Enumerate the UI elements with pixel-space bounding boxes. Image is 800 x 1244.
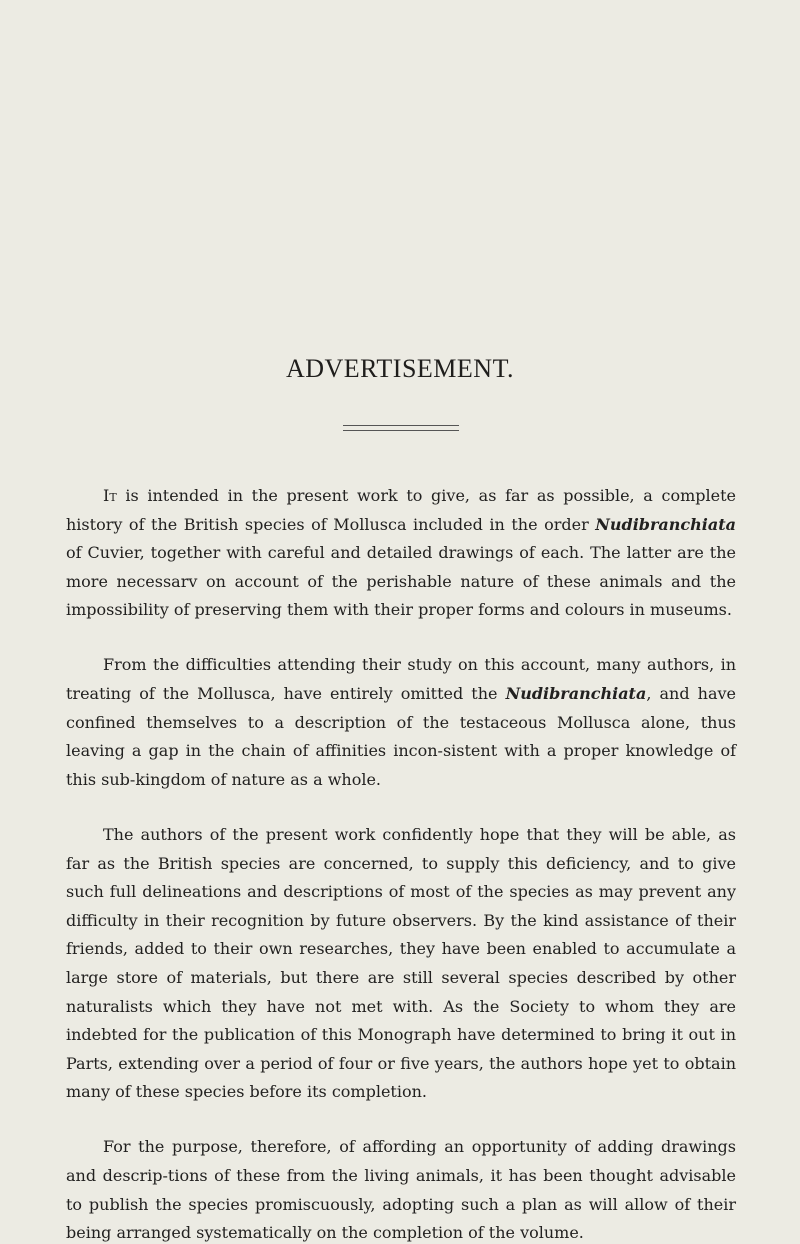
paragraph-1-after: of Cuvier, together with careful and detailed drawings of each. The latter are the more necessarv on account of the perishable nature of these animals and the impossibility of preserving them with their proper forms and colours in museums. [66, 543, 736, 620]
paragraph-2-before: From the difficulties attending their study on this account, many authors, in treating of the Mollusca, have entirely omitted the [66, 655, 736, 704]
paragraph-2-after: , and have confined themselves to a description of the testaceous Mollusca alone, thus leaving a gap in the chain of affinities incon-sistent with a proper knowledge of this sub-kingdom of nature as a whole. [66, 684, 736, 789]
body-text [66, 482, 736, 1244]
paragraph-3: The authors of the present work confidently hope that they will be able, as far as the British species are concerned, to supply this deficiency, and to give such full delineations and descriptions of most of the species as may prevent any difficulty in their recognition by future observers. By the kind assistance of their friends, added to their own researches, they have been enabled to accumulate a large store of materials, but there are still several species described by other naturalists which they have not met with. As the Society to whom they are indebted for the publication of this Monograph have determined to bring it out in Parts, extending over a period of four or five years, the authors hope yet to obtain many of these species before its completion. [66, 824, 736, 1102]
paragraph-1-taxon: Nudibranchiata [595, 514, 736, 534]
title-divider [343, 425, 459, 431]
paragraph-1 [66, 482, 736, 625]
paragraph-2-taxon: Nudibranchiata [505, 684, 647, 704]
paragraph-4: For the purpose, therefore, of affording an opportunity of adding drawings and descrip-tions of these from the living animals, it has been thought advisable to publish the species promiscuously, adopting such a plan as will allow of their being arranged systematically on the completion of the volume. [66, 1137, 736, 1243]
paragraph-2 [66, 651, 736, 794]
paragraph-1-before: is intended in the present work to give, as far as possible, a complete history of the British species of Mollusca included in the order [66, 486, 736, 534]
page-title: ADVERTISEMENT. [285, 354, 515, 383]
paragraph-1-lead: It [103, 486, 117, 505]
